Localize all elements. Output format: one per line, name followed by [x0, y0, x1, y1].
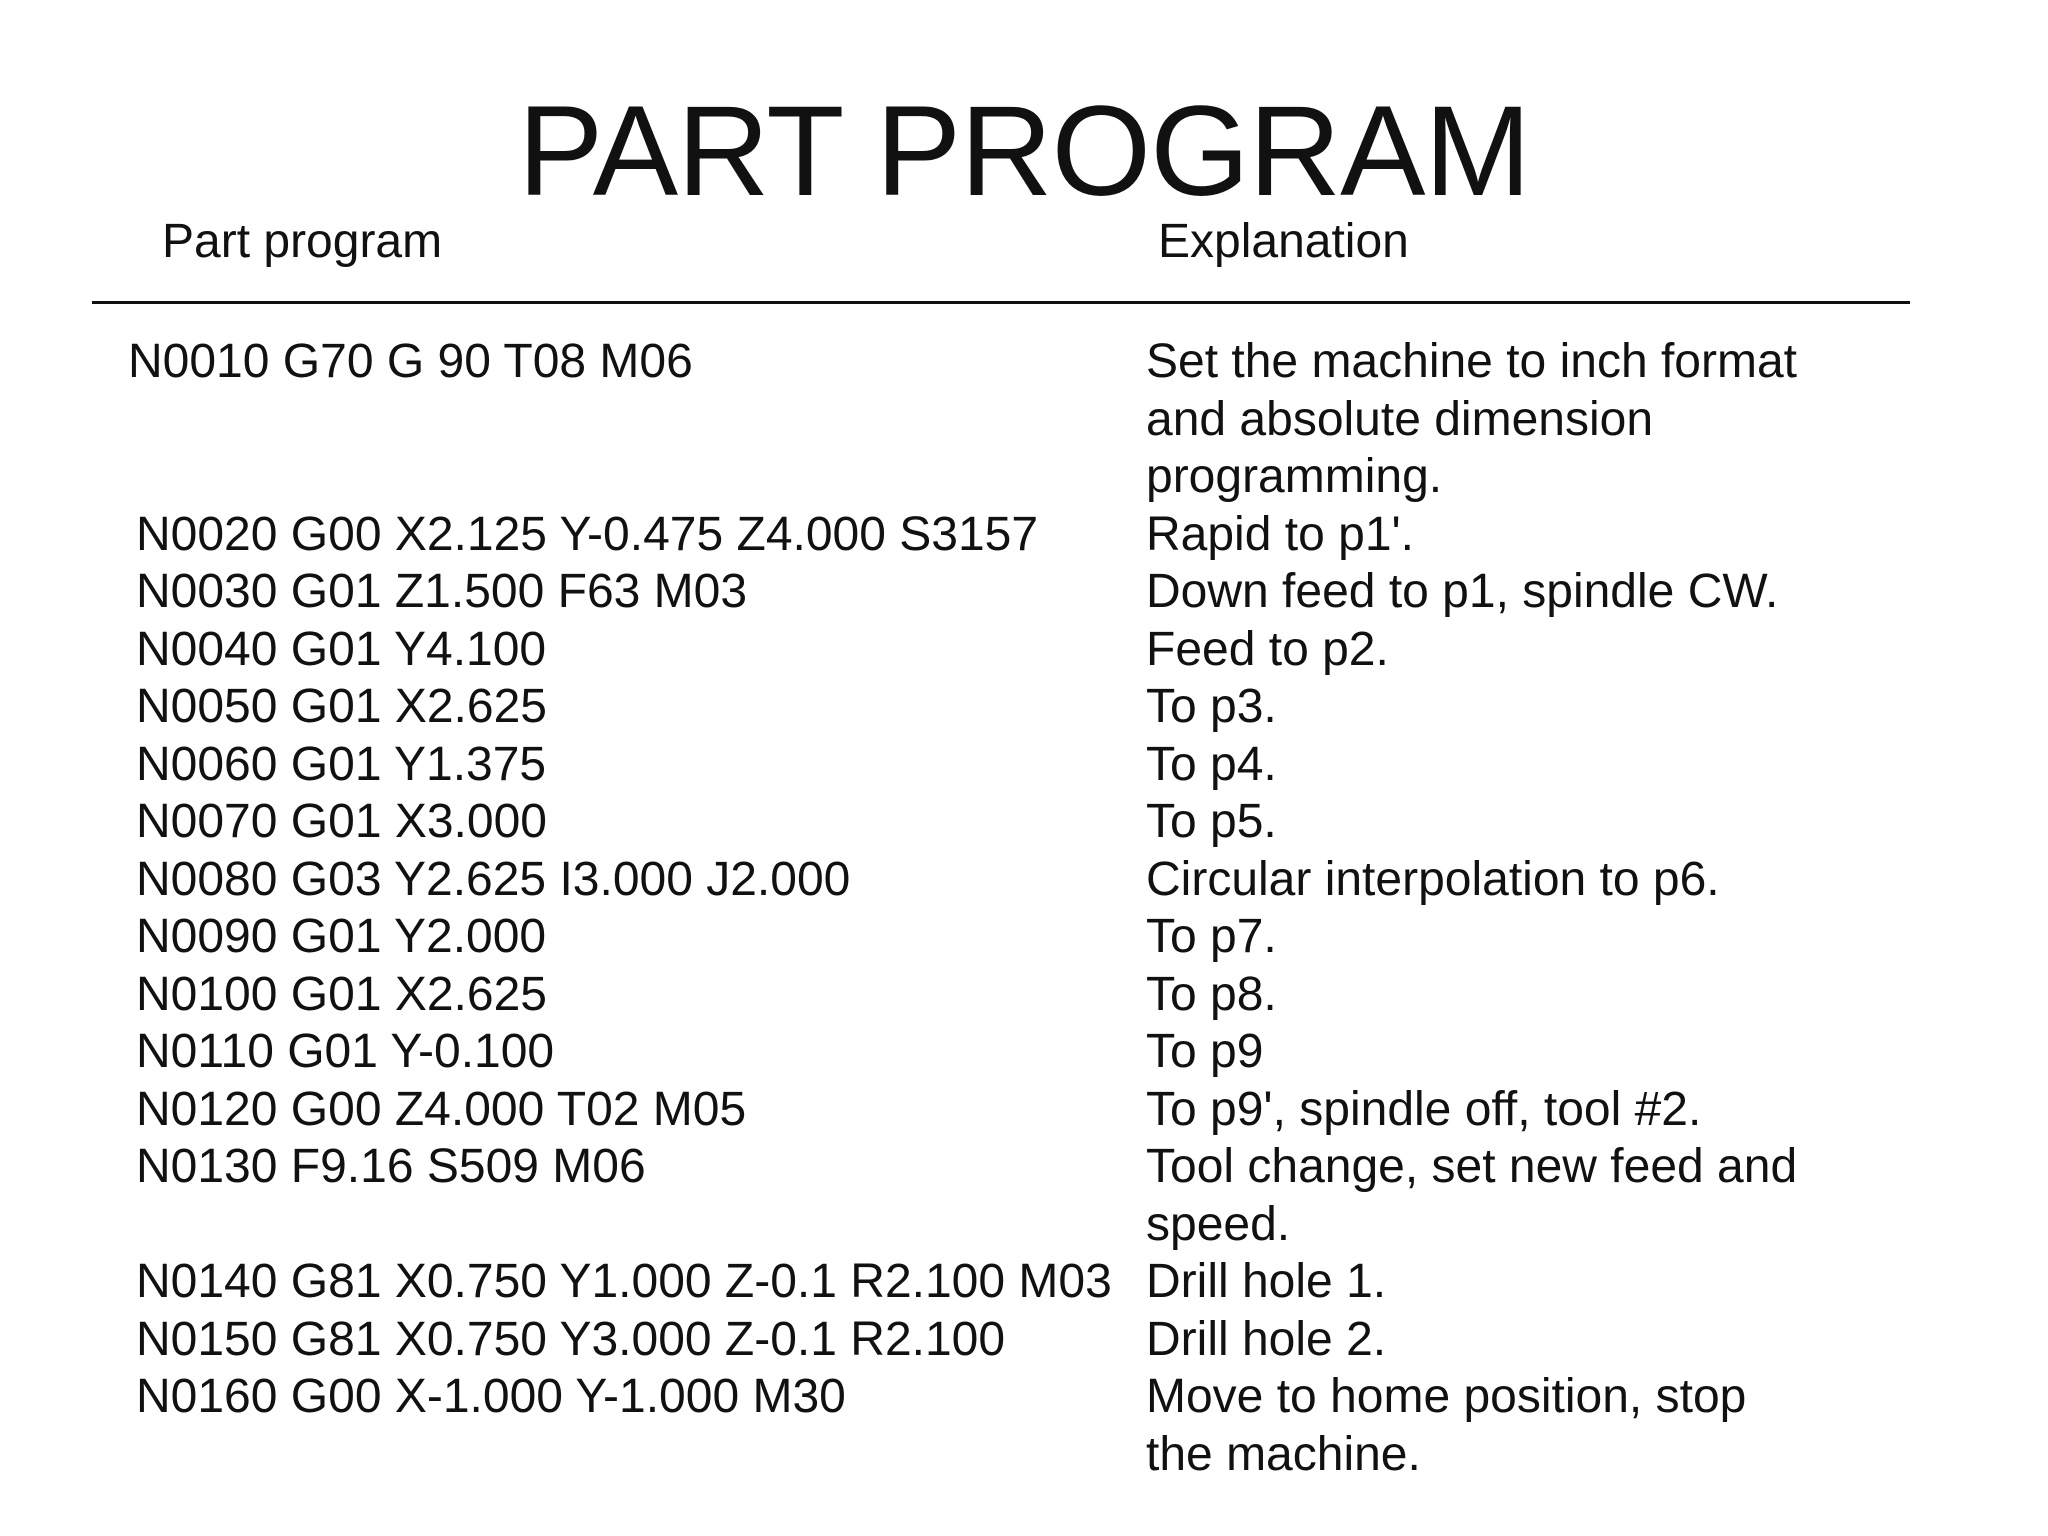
- table-row: [0, 1081, 2048, 1139]
- program-explanation: To p3.: [1146, 680, 1277, 733]
- program-explanation: Rapid to p1'.: [1146, 507, 1415, 561]
- program-code: N0130 F9.16 S509 M06: [136, 1140, 646, 1193]
- table-row: [0, 851, 2048, 909]
- program-explanation: Tool change, set new feed and speed.: [1146, 1140, 1798, 1251]
- program-code: N0140 G81 X0.750 Y1.000 Z-0.1 R2.100 M03: [136, 1255, 1112, 1308]
- table-row: [0, 678, 2048, 736]
- table-row: [0, 1023, 2048, 1081]
- table-row: [0, 908, 2048, 966]
- program-code: N0080 G03 Y2.625 I3.000 J2.000: [136, 852, 851, 906]
- page-title: PART PROGRAM: [517, 80, 1531, 223]
- program-explanation: Drill hole 1.: [1146, 1255, 1387, 1308]
- program-explanation: Drill hole 2.: [1146, 1312, 1387, 1366]
- program-explanation: To p5.: [1146, 795, 1277, 848]
- program-explanation: To p9: [1146, 1025, 1264, 1078]
- program-code: N0060 G01 Y1.375: [136, 737, 547, 791]
- table-row: [0, 1311, 2048, 1369]
- table-row: [0, 333, 2048, 506]
- table-row: [0, 621, 2048, 679]
- table-row: [0, 1253, 2048, 1311]
- table-row: [0, 1138, 2048, 1253]
- header-divider: [92, 301, 1910, 304]
- program-code: N0100 G01 X2.625: [136, 967, 547, 1021]
- table-row: [0, 736, 2048, 794]
- program-code: N0010 G70 G 90 T08 M06: [128, 335, 693, 388]
- table-row: [0, 1368, 2048, 1483]
- program-code: N0090 G01 Y2.000: [136, 910, 547, 963]
- program-explanation: Down feed to p1, spindle CW.: [1146, 565, 1779, 618]
- program-explanation: Set the machine to inch format and absolute dimension programming.: [1146, 335, 1797, 503]
- table-row: [0, 966, 2048, 1024]
- program-code: N0070 G01 X3.000: [136, 795, 547, 848]
- table-row: [0, 793, 2048, 851]
- program-explanation: Circular interpolation to p6.: [1146, 852, 1720, 906]
- program-explanation: Move to home position, stop the machine.: [1146, 1370, 1747, 1481]
- program-code: N0150 G81 X0.750 Y3.000 Z-0.1 R2.100: [136, 1312, 1006, 1366]
- program-explanation: To p7.: [1146, 910, 1277, 963]
- column-header-part-program: Part program: [162, 215, 443, 268]
- program-explanation: To p8.: [1146, 967, 1277, 1021]
- program-code: N0040 G01 Y4.100: [136, 622, 547, 676]
- program-code: N0020 G00 X2.125 Y-0.475 Z4.000 S3157: [136, 507, 1039, 561]
- column-header-explanation: Explanation: [1158, 215, 1409, 268]
- table-row: [0, 563, 2048, 621]
- program-code: N0050 G01 X2.625: [136, 680, 547, 733]
- program-code: N0110 G01 Y-0.100: [136, 1025, 555, 1078]
- program-table: [0, 333, 2048, 1483]
- program-explanation: Feed to p2.: [1146, 622, 1389, 676]
- program-explanation: To p9', spindle off, tool #2.: [1146, 1082, 1702, 1136]
- program-explanation: To p4.: [1146, 737, 1277, 791]
- table-row: [0, 506, 2048, 564]
- program-code: N0120 G00 Z4.000 T02 M05: [136, 1082, 747, 1136]
- program-code: N0160 G00 X-1.000 Y-1.000 M30: [136, 1370, 846, 1423]
- program-code: N0030 G01 Z1.500 F63 M03: [136, 565, 748, 618]
